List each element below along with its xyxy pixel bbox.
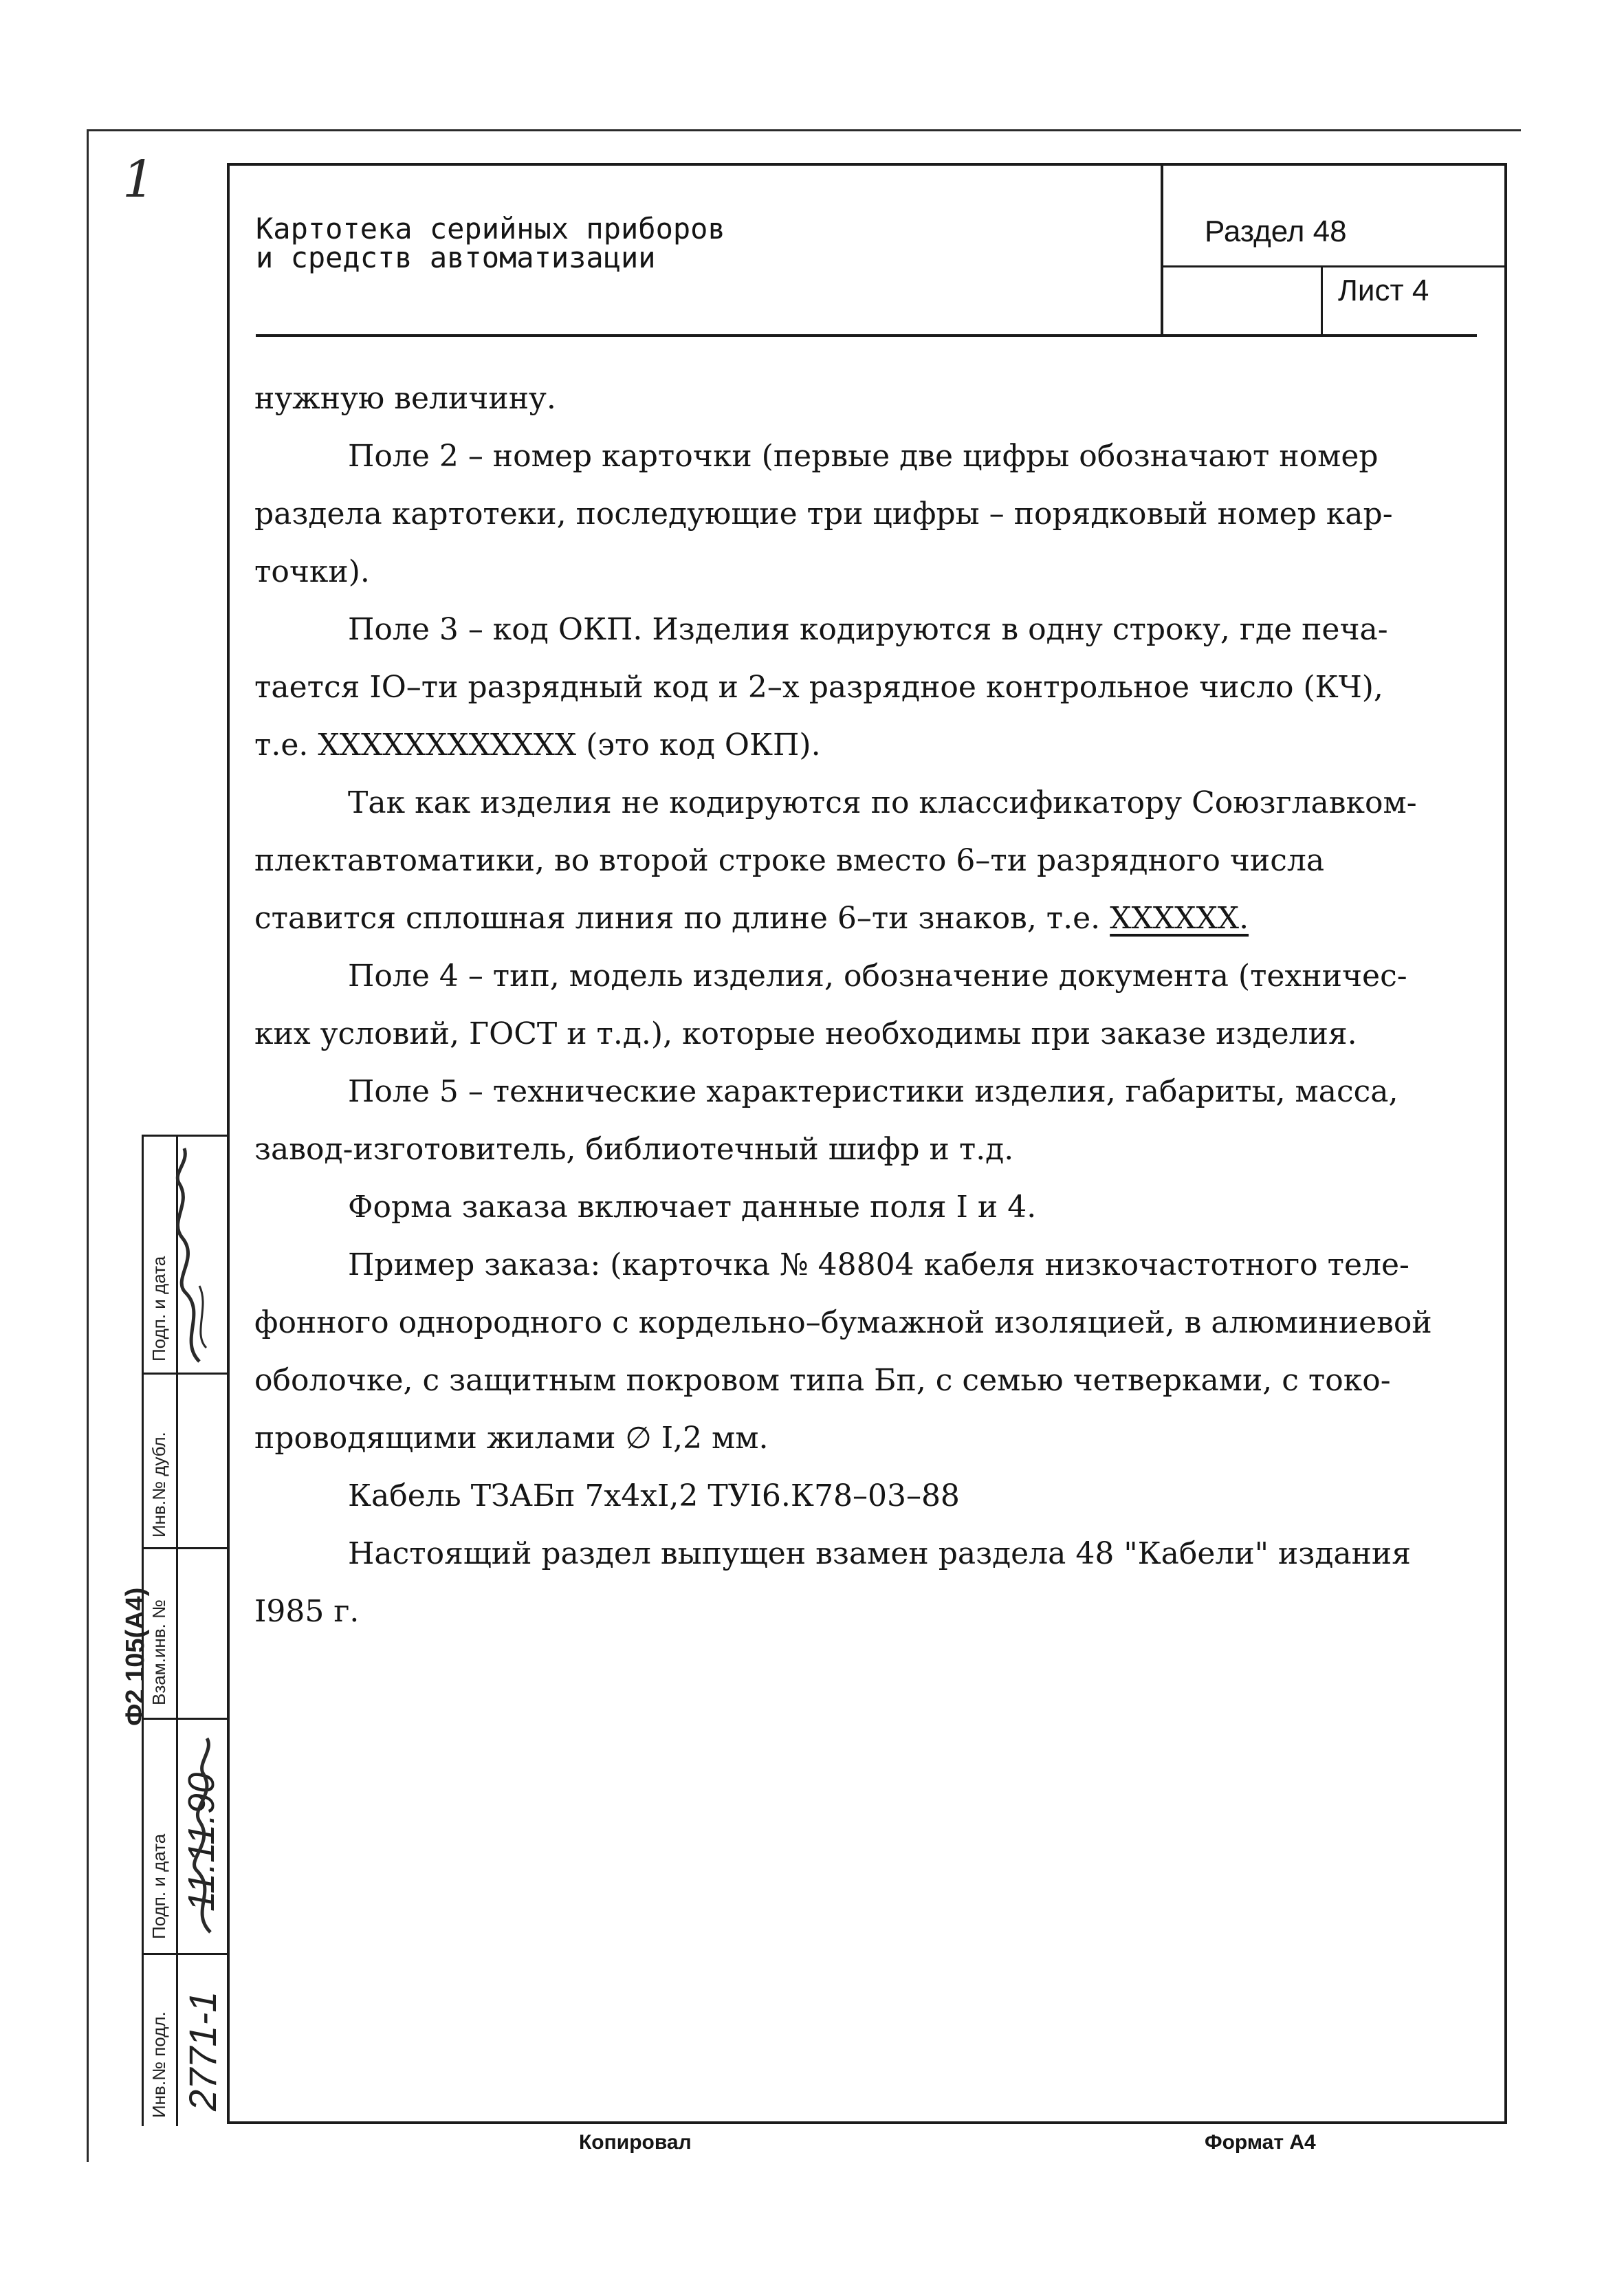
text-line: т.е. XXXXXXXXXXXX (это код ОКП). <box>254 728 821 763</box>
stamp-label-podp-data: Подп. и дата <box>149 1256 169 1362</box>
sheet-number: Лист 4 <box>1338 274 1429 307</box>
stamp-value-date: 11.11.90 <box>181 1772 222 1912</box>
text-line: Поле 4 – тип, модель изделия, обозначение документа (техничес- <box>348 959 1407 994</box>
stamp-row-divider <box>142 1547 228 1549</box>
text-line: ких условий, ГОСТ и т.д.), которые необходимы при заказе изделия. <box>254 1016 1357 1051</box>
stamp-row-divider <box>142 1718 228 1720</box>
title-line-2: и средств автоматизации <box>256 241 656 274</box>
text-line: Поле 2 – номер карточки (первые две цифры обозначают номер <box>348 439 1379 474</box>
stamp-signature <box>176 1733 227 1939</box>
underlined-placeholder: XXXXXX. <box>1110 901 1249 936</box>
text-line: Форма заказа включает данные поля I и 4. <box>348 1190 1037 1225</box>
text-line: Настоящий раздел выпущен взамен раздела 48 "Кабели" издания <box>348 1536 1411 1571</box>
text-line: завод-изготовитель, библиотечный шифр и т.д. <box>254 1132 1014 1167</box>
header-section-divider <box>1161 265 1507 267</box>
text-line: Поле 3 – код ОКП. Изделия кодируются в одну строку, где печа- <box>348 612 1388 647</box>
text-line: I985 г. <box>254 1594 360 1629</box>
corner-page-mark: 1 <box>122 150 155 209</box>
stamp-row-divider <box>142 1373 228 1375</box>
stamp-row-divider <box>142 1953 228 1955</box>
stamp-value-inv-podl: 2771-1 <box>181 1991 224 2111</box>
footer-copied-label: Копировал <box>579 2131 692 2154</box>
stamp-label-inv-dubl: Инв.№ дубл. <box>149 1432 169 1538</box>
header-bottom-rule <box>256 334 1477 337</box>
footer-format-label: Формат А4 <box>1205 2131 1316 2154</box>
text-line: раздела картотеки, последующие три цифры – порядковый номер кар- <box>254 496 1393 532</box>
stamp-label-podp-data: Подп. и дата <box>149 1833 169 1939</box>
header-sheet-divider <box>1321 265 1323 336</box>
text-line: точки). <box>254 554 370 589</box>
header-vertical-divider <box>1161 163 1163 336</box>
document-title <box>256 212 1150 274</box>
stamp-label-vzam-inv: Взам.инв. № <box>149 1599 169 1705</box>
text-line: нужную величину. <box>254 381 556 416</box>
stamp-label-inv-podl: Инв.№ подл. <box>149 2011 169 2118</box>
text-line: Так как изделия не кодируются по классификатору Союзглавком- <box>348 785 1417 820</box>
stamp-top-border <box>142 1135 228 1137</box>
text-segment: ставится сплошная линия по длине 6–ти знаков, т.е. <box>254 901 1110 936</box>
text-line: Поле 5 – технические характеристики изделия, габариты, масса, <box>348 1074 1398 1109</box>
text-line: проводящими жилами ∅ I,2 мм. <box>254 1421 769 1456</box>
text-line: тается IO–ти разрядный код и 2–х разрядное контрольное число (КЧ), <box>254 670 1383 705</box>
text-line: фонного однородного с кордельно–бумажной изоляцией, в алюминиевой <box>254 1305 1432 1340</box>
stamp-signature <box>96 1141 227 1368</box>
text-line: Пример заказа: (карточка № 48804 кабеля низкочастотного теле- <box>348 1247 1409 1282</box>
text-line: оболочке, с защитным покровом типа Бп, с семью четверками, с токо- <box>254 1363 1391 1398</box>
title-line-1: Картотека серийных приборов <box>256 212 725 245</box>
body-text <box>254 370 1492 1641</box>
section-number: Раздел 48 <box>1205 215 1347 248</box>
text-line: плектавтоматики, во второй строке вместо 6–ти разрядного числа <box>254 843 1325 878</box>
text-line <box>254 890 1492 948</box>
text-line: Кабель ТЗАБп 7х4хI,2 ТУI6.К78–03–88 <box>348 1478 960 1513</box>
form-code: Ф2 105(А4) <box>121 1587 150 1726</box>
